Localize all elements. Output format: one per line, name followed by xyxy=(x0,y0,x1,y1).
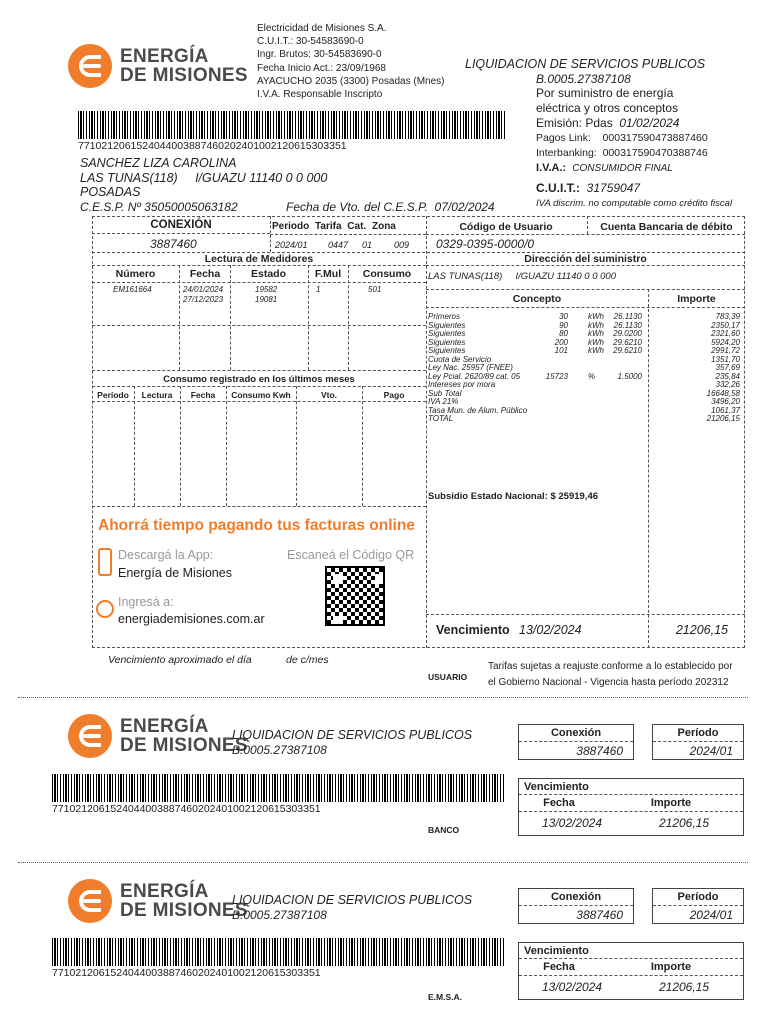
stub1-periodo-box: Período 2024/01 xyxy=(652,724,744,760)
concepto-row xyxy=(428,330,740,339)
pagos-link: Pagos Link: 000317590473887460 xyxy=(536,132,708,144)
phone-icon xyxy=(98,548,112,576)
direccion-header: Dirección del suministro xyxy=(524,253,647,265)
usuario-label: USUARIO xyxy=(428,672,468,682)
cesp: C.E.S.P. Nº 35050005063182 xyxy=(80,200,238,214)
app-name: Energía de Misiones xyxy=(118,566,232,580)
promo-title: Ahorrá tiempo pagando tus facturas online xyxy=(98,517,415,534)
stub2-title: LIQUIDACION DE SERVICIOS PUBLICOS xyxy=(232,893,473,907)
conexion-header: CONEXIÓN xyxy=(150,219,212,231)
concepto-amount: 16648,58 xyxy=(706,388,740,398)
cuit: C.U.I.T.: 31759047 xyxy=(536,181,641,195)
concepto-qty: 80 xyxy=(559,329,568,338)
concepto-rate: 29.0200 xyxy=(613,329,642,338)
concepto-amount: 3496,20 xyxy=(711,397,740,406)
hist-hdr-periodo: Período xyxy=(97,390,129,400)
vencimiento-label: Vencimiento xyxy=(436,623,510,637)
hist-hdr-lectura: Lectura xyxy=(141,390,173,400)
lectura-estado-1: 19582 xyxy=(255,285,278,294)
concepto-qty: 30 xyxy=(559,312,568,321)
concepto-label: TOTAL xyxy=(428,414,454,423)
customer-city: POSADAS xyxy=(80,185,141,199)
concepto-qty: 101 xyxy=(554,346,568,355)
concepto-rate: 26.1130 xyxy=(613,320,642,330)
iva-note: IVA discrim. no computable como crédito fiscal xyxy=(536,198,733,209)
lectura-fmul: 1 xyxy=(316,285,321,294)
concepto-label: Cuota de Servicio xyxy=(428,354,492,364)
stub2-barcode-number: 7710212061524044003887460202401002120615303351 xyxy=(52,967,321,979)
lectura-fecha-1: 24/01/2024 xyxy=(183,285,224,294)
concepto-rate: 29.6210 xyxy=(613,346,642,355)
doc-desc1: Por suministro de energía xyxy=(536,86,674,100)
lectura-hdr-consumo: Consumo xyxy=(362,268,412,280)
lectura-hdr-numero: Número xyxy=(115,268,156,280)
concepto-row xyxy=(428,339,740,348)
venc-aprox: Vencimiento aproximado el día xyxy=(108,654,252,666)
emsa-label: E.M.S.A. xyxy=(428,992,463,1002)
concepto-unit: kWh xyxy=(588,337,604,347)
logo-line1: ENERGÍA xyxy=(120,46,209,67)
concepto-amount: 783,39 xyxy=(715,312,740,321)
concepto-label: Intereses por mora xyxy=(428,380,496,389)
tarifa-value: 0447 xyxy=(328,240,349,250)
barcode xyxy=(78,111,506,139)
concepto-amount: 2991,72 xyxy=(711,346,740,355)
concepto-row xyxy=(428,390,740,399)
cat-value: 01 xyxy=(362,240,373,250)
app-label: Descargá la App: xyxy=(118,548,214,562)
customer-block xyxy=(80,156,327,200)
doc-number: B.0005.27387108 xyxy=(536,72,631,86)
tarifas-note: Tarifas sujetas a reajuste conforme a lo establecido por el Gobierno Nacional - Vigencia hasta período 202312 xyxy=(488,661,733,688)
lectura-fecha-2: 27/12/2023 xyxy=(183,295,224,304)
vencimiento-amount: 21206,15 xyxy=(675,623,728,637)
concepto-row xyxy=(428,322,740,331)
venc-de-cmes: de c/mes xyxy=(286,654,329,666)
lectura-hdr-estado: Estado xyxy=(250,268,286,280)
concepto-row xyxy=(428,407,740,416)
emision: Emisión: Pdas 01/02/2024 xyxy=(536,116,680,130)
concepto-label: Siguientes xyxy=(428,346,466,355)
web-label: Ingresá a: xyxy=(118,595,174,609)
stub1-barcode-number: 7710212061524044003887460202401002120615303351 xyxy=(52,803,321,815)
concepto-unit: kWh xyxy=(588,329,604,338)
banco-label: BANCO xyxy=(428,825,460,835)
concepto-unit: % xyxy=(588,371,596,381)
concepto-unit: kWh xyxy=(588,320,604,330)
concepto-row xyxy=(428,381,740,390)
stub2-barcode xyxy=(52,938,504,966)
historial-title: Consumo registrado en los últimos meses xyxy=(163,374,355,385)
lectura-title: Lectura de Medidores xyxy=(204,253,314,265)
stub1-conexion-box: Conexión 3887460 xyxy=(518,724,634,760)
conexion-value: 3887460 xyxy=(150,237,197,251)
concepto-qty: 200 xyxy=(554,337,568,347)
concepto-amount: 2350,17 xyxy=(711,320,740,330)
stub2-logo: ENERGÍA DE MISIONES xyxy=(68,879,248,923)
concepto-amount: 2321,60 xyxy=(711,329,740,338)
concepto-label: IVA 21% xyxy=(428,397,459,406)
doc-title: LIQUIDACION DE SERVICIOS PUBLICOS xyxy=(465,57,706,71)
stub2-conexion-box: Conexión 3887460 xyxy=(518,888,634,924)
concepto-label: Siguientes xyxy=(428,337,466,347)
concepto-rate: 29.6210 xyxy=(613,337,642,347)
globe-icon xyxy=(96,600,114,618)
concepto-header: Concepto xyxy=(512,293,562,305)
direccion-value: LAS TUNAS(118) I/GUAZU 11140 0 0 000 xyxy=(428,271,616,282)
concepto-unit: kWh xyxy=(588,312,604,321)
stub1-barcode xyxy=(52,774,504,802)
hist-hdr-consumo: Consumo Kwh xyxy=(231,390,291,400)
vencimiento-date: 13/02/2024 xyxy=(519,623,582,637)
stub2-vencimiento-box: Vencimiento Fecha Importe 13/02/2024 21206,15 xyxy=(518,942,744,1000)
company-logo xyxy=(68,44,248,88)
stub1-title: LIQUIDACION DE SERVICIOS PUBLICOS xyxy=(232,728,473,742)
lectura-hdr-fmul: F.Mul xyxy=(314,268,342,280)
concepto-unit: kWh xyxy=(588,346,604,355)
concepto-rate: 1.5000 xyxy=(617,371,642,381)
company-info: Electricidad de Misiones S.A. C.U.I.T.: 30-54583690-0 Ingr. Brutos: 30-54583690-0 Fecha Inicio Act.: 23/09/1968 AYACUCHO 2035 (3300) Posadas (Mnes) I.V.A. Responsable Inscripto xyxy=(257,23,445,101)
concepto-label: Ley Pcial. 2620/89 cat. 05 xyxy=(428,371,521,381)
hist-hdr-vto: Vto. xyxy=(320,390,338,400)
concepto-amount: 332,26 xyxy=(715,380,740,389)
cesp-vto: Fecha de Vto. del C.E.S.P. 07/02/2024 xyxy=(286,200,495,214)
codigo-value: 0329-0395-0000/0 xyxy=(436,237,535,251)
barcode-number: 7710212061524044003887460202401002120615303351 xyxy=(78,140,347,152)
energia-logo-icon xyxy=(68,44,112,88)
periodo-tarifa-header: Periodo Tarifa Cat. Zona xyxy=(272,221,396,232)
concepto-row xyxy=(428,313,740,322)
concepto-label: Tasa Mun. de Alum. Público xyxy=(428,405,528,415)
stub1-number: B.0005.27387108 xyxy=(232,743,327,757)
concepto-label: Primeros xyxy=(428,312,461,321)
concepto-amount: 1351,70 xyxy=(711,354,740,364)
hist-hdr-fecha: Fecha xyxy=(190,390,216,400)
concepto-amount: 357,69 xyxy=(715,363,740,372)
customer-address: LAS TUNAS(118) I/GUAZU 11140 0 0 000 xyxy=(80,170,328,185)
concepto-amount: 235,84 xyxy=(715,371,740,381)
logo-line2: DE MISIONES xyxy=(120,65,248,86)
qr-label: Escaneá el Código QR xyxy=(287,548,415,562)
concepto-row xyxy=(428,415,740,424)
stub2-periodo-box: Período 2024/01 xyxy=(652,888,744,924)
iva-condition: I.V.A.: CONSUMIDOR FINAL xyxy=(536,162,673,174)
stub2-number: B.0005.27387108 xyxy=(232,908,327,922)
meter-number: EM161664 xyxy=(113,285,152,294)
interbanking: Interbanking: 000317590470388746 xyxy=(536,147,708,159)
concepto-rate: 26.1130 xyxy=(613,312,642,321)
concepto-label: Sub Total xyxy=(428,388,462,398)
stub1-vencimiento-box: Vencimiento Fecha Importe 13/02/2024 21206,15 xyxy=(518,778,744,836)
hist-hdr-pago: Pago xyxy=(383,390,405,400)
stub1-logo: ENERGÍA DE MISIONES xyxy=(68,714,248,758)
concepto-amount: 5924,20 xyxy=(711,337,740,347)
lectura-estado-2: 19081 xyxy=(255,295,278,304)
concepto-label: Ley Nac. 25957 (FNEE) xyxy=(428,363,513,372)
web-url[interactable]: energiademisiones.com.ar xyxy=(118,612,265,626)
concepto-qty: 15723 xyxy=(545,371,568,381)
energia-logo-icon xyxy=(68,879,112,923)
cuenta-header: Cuenta Bancaria de débito xyxy=(600,221,733,233)
concepto-label: Siguientes xyxy=(428,320,466,330)
customer-name: SANCHEZ LIZA CAROLINA xyxy=(80,156,237,170)
lectura-consumo: 501 xyxy=(368,285,382,294)
importe-header: Importe xyxy=(677,293,716,305)
energia-logo-icon xyxy=(68,714,112,758)
qr-code xyxy=(325,566,385,626)
conceptos-list xyxy=(428,313,740,424)
concepto-amount: 21206,15 xyxy=(706,414,740,423)
concepto-label: Siguientes xyxy=(428,329,466,338)
lectura-hdr-fecha: Fecha xyxy=(189,268,221,280)
periodo-value: 2024/01 xyxy=(275,240,308,250)
subsidio: Subsidio Estado Nacional: $ 25919,46 xyxy=(428,491,599,502)
doc-desc2: eléctrica y otros conceptos xyxy=(536,101,679,115)
zona-value: 009 xyxy=(394,240,410,250)
concepto-qty: 90 xyxy=(559,320,568,330)
concepto-amount: 1061,37 xyxy=(711,405,740,415)
codigo-header: Código de Usuario xyxy=(459,221,553,233)
